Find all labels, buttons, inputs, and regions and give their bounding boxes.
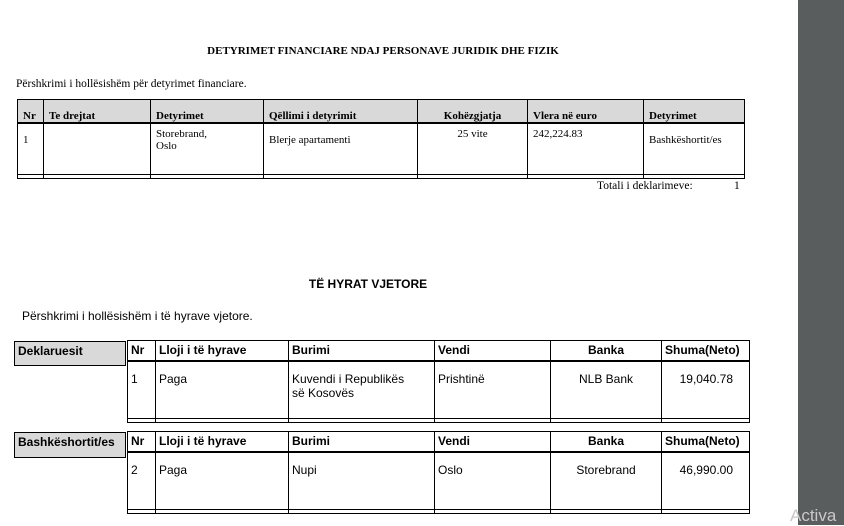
- cell-nr: 1: [128, 361, 156, 419]
- income-header-row: [128, 432, 750, 453]
- cell-vlera: 242,224.83: [528, 123, 644, 175]
- group-label-bashkeshortit: Bashkëshortit/es: [14, 432, 126, 458]
- table-base-row: [18, 175, 745, 179]
- cell-te-drejtat: [44, 123, 151, 175]
- col-header-lloji: Lloji i të hyrave: [156, 432, 289, 453]
- cell-banka: NLB Bank: [551, 361, 662, 419]
- cell-lloji: Paga: [156, 361, 289, 419]
- col-header-burimi: Burimi: [289, 341, 435, 362]
- col-header-vendi: Vendi: [435, 432, 551, 453]
- cell-shuma: 46,990.00: [662, 452, 750, 510]
- activation-watermark: Activa: [790, 506, 837, 525]
- section1-description: Përshkrimi i hollësishëm për detyrimet financiare.: [16, 78, 247, 90]
- section2-title: TË HYRAT VJETORE: [308, 277, 428, 291]
- table-row: [128, 361, 750, 419]
- col-header-te-drejtat: Te drejtat: [44, 100, 151, 124]
- cell-burimi-line1: Nupi: [292, 463, 317, 477]
- group-label-deklaruesit: Deklaruesit: [14, 341, 126, 366]
- cell-detyrimet-line1: Storebrand,: [156, 128, 208, 140]
- cell-detyrimet-2: Bashkëshortit/es: [644, 123, 745, 175]
- col-header-banka: Banka: [551, 341, 662, 362]
- income-header-row: [128, 341, 750, 362]
- cell-detyrimet-line2: Oslo: [156, 140, 177, 152]
- col-header-burimi: Burimi: [289, 432, 435, 453]
- table-row: [18, 123, 745, 175]
- cell-qellimi: Blerje apartamenti: [264, 123, 418, 175]
- col-header-qellimi: Qëllimi i detyrimit: [264, 100, 418, 124]
- section1-title: DETYRIMET FINANCIARE NDAJ PERSONAVE JURIDIK DHE FIZIK: [207, 45, 559, 57]
- cell-burimi-line1: Kuvendi i Republikës: [292, 372, 405, 386]
- cell-burimi-line2: së Kosovës: [292, 386, 355, 400]
- cell-kohezgjatja: 25 vite: [418, 123, 528, 175]
- table-row: [128, 452, 750, 510]
- cell-banka: Storebrand: [551, 452, 662, 510]
- obligations-header-row: [18, 100, 745, 124]
- col-header-detyrimet-2: Detyrimet: [644, 100, 745, 124]
- col-header-nr: Nr: [128, 341, 156, 362]
- col-header-shuma: Shuma(Neto): [662, 341, 750, 362]
- col-header-vlera: Vlera në euro: [528, 100, 644, 124]
- col-header-kohezgjatja: Kohëzgjatja: [418, 100, 528, 124]
- col-header-vendi: Vendi: [435, 341, 551, 362]
- cell-lloji: Paga: [156, 452, 289, 510]
- cell-burimi: [289, 452, 435, 510]
- table-base-row: [128, 419, 750, 423]
- income-table-deklaruesit: [127, 340, 750, 423]
- obligations-table: [17, 99, 745, 179]
- cell-vendi: Oslo: [435, 452, 551, 510]
- cell-nr: 1: [18, 123, 44, 175]
- col-header-shuma: Shuma(Neto): [662, 432, 750, 453]
- cell-shuma: 19,040.78: [662, 361, 750, 419]
- income-table-bashkeshortit: [127, 431, 750, 514]
- cell-vendi: Prishtinë: [435, 361, 551, 419]
- col-header-nr: Nr: [18, 100, 44, 124]
- col-header-banka: Banka: [551, 432, 662, 453]
- cell-detyrimet: [151, 123, 264, 175]
- vertical-scrollbar[interactable]: [798, 0, 844, 525]
- col-header-nr: Nr: [128, 432, 156, 453]
- cell-burimi: [289, 361, 435, 419]
- section2-description: Përshkrimi i hollësishëm i të hyrave vjetore.: [22, 309, 253, 323]
- col-header-detyrimet: Detyrimet: [151, 100, 264, 124]
- total-label: Totali i deklarimeve:: [597, 180, 693, 192]
- col-header-lloji: Lloji i të hyrave: [156, 341, 289, 362]
- total-value: 1: [734, 180, 740, 192]
- cell-nr: 2: [128, 452, 156, 510]
- table-base-row: [128, 510, 750, 514]
